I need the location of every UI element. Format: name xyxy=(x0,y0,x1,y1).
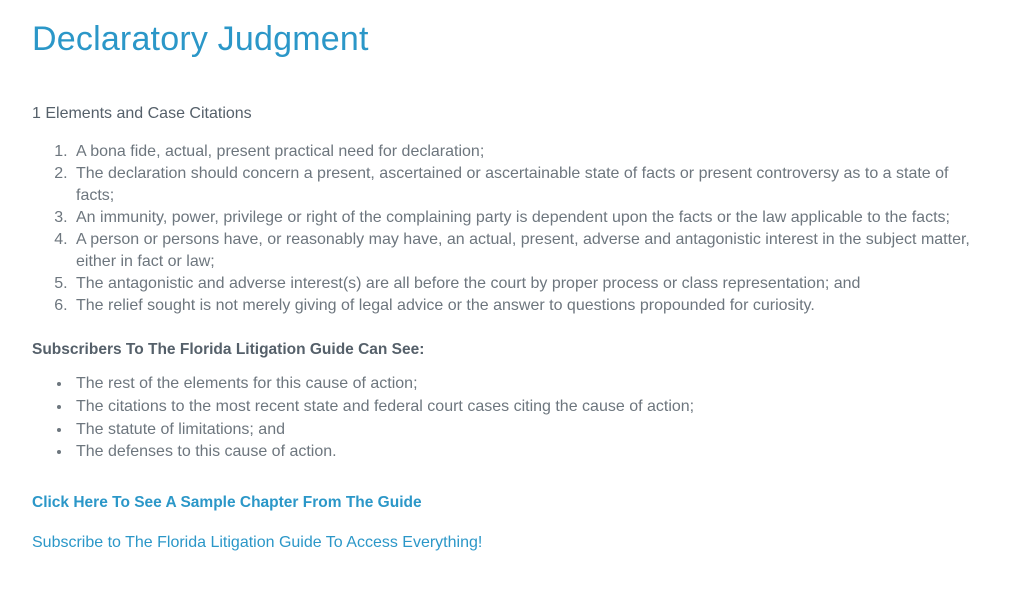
list-item: 5. The antagonistic and adverse interest(s) are all before the court by proper process or class representation; and xyxy=(72,273,991,295)
list-item: • The rest of the elements for this cause of action; xyxy=(72,373,991,396)
sample-chapter-link[interactable]: Click Here To See A Sample Chapter From The Guide xyxy=(32,494,422,511)
list-item: • The statute of limitations; and xyxy=(72,419,991,442)
subscribe-link-row xyxy=(32,512,991,552)
benefits-list xyxy=(32,373,991,464)
list-item: 3. An immunity, power, privilege or right of the complaining party is dependent upon the facts or the law applicable to the facts; xyxy=(72,207,991,229)
list-item: 2. The declaration should concern a present, ascertained or ascertainable state of facts or present controversy as to a state of facts; xyxy=(72,163,991,207)
list-item: 6. The relief sought is not merely giving of legal advice or the answer to questions propounded for curiosity. xyxy=(72,295,991,317)
page-title: Declaratory Judgment xyxy=(32,20,369,58)
list-item: 4. A person or persons have, or reasonably may have, an actual, present, adverse and antagonistic interest in the subject matter, either in fact or law; xyxy=(72,229,991,273)
sample-chapter-link-row xyxy=(32,464,991,512)
subscribe-link[interactable]: Subscribe to The Florida Litigation Guide To Access Everything! xyxy=(32,534,483,551)
section-heading: 1 Elements and Case Citations xyxy=(32,104,252,122)
list-item: • The defenses to this cause of action. xyxy=(72,441,991,464)
list-item: • The citations to the most recent state and federal court cases citing the cause of action; xyxy=(72,396,991,419)
elements-list xyxy=(32,141,991,318)
list-item: 1. A bona fide, actual, present practical need for declaration; xyxy=(72,141,991,163)
subscribers-heading: Subscribers To The Florida Litigation Guide Can See: xyxy=(32,341,425,359)
